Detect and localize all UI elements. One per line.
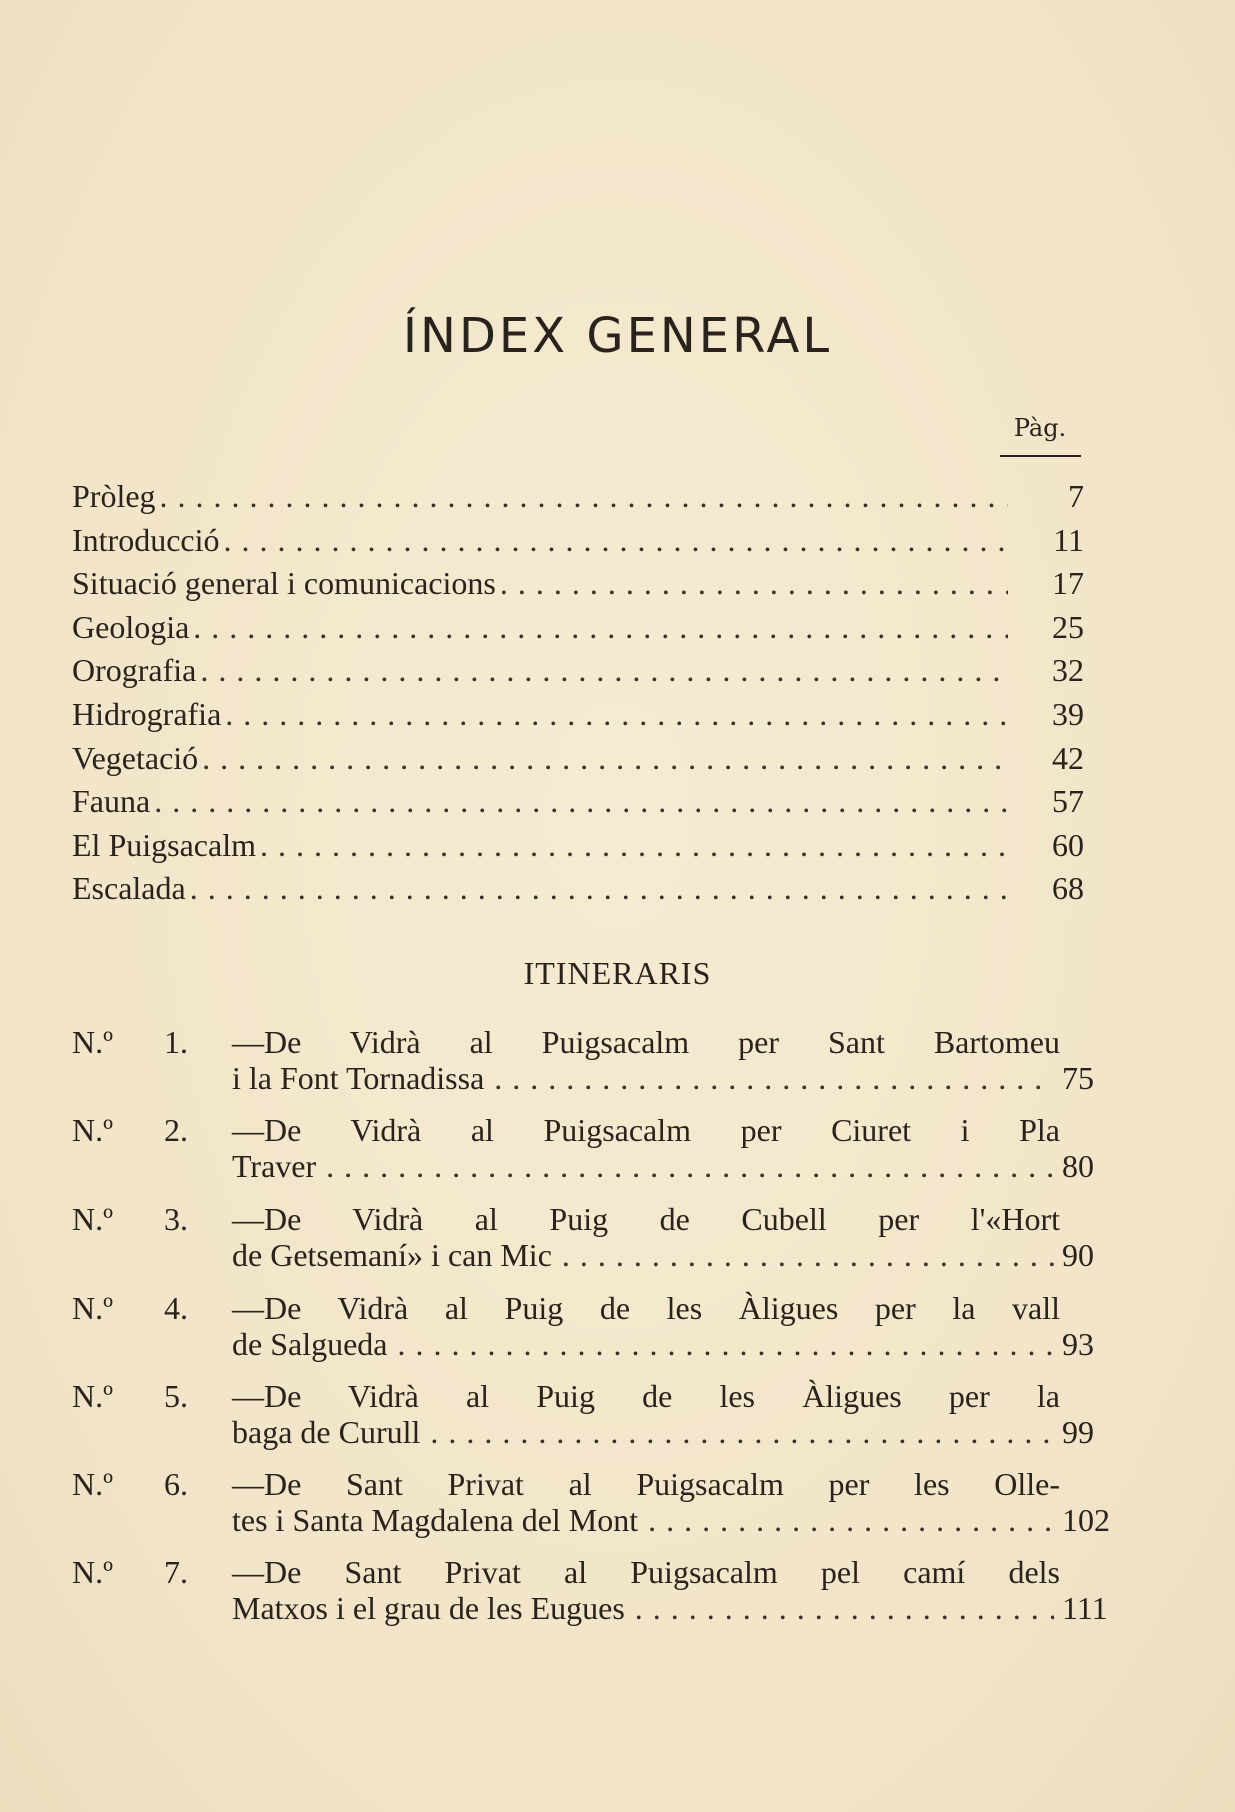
itinerary-index: 3.: [164, 1201, 188, 1237]
toc-entry-introduccio: [72, 518, 1084, 562]
itinerary-entry-5: [72, 1378, 1092, 1450]
dot-leader: [326, 1148, 1054, 1184]
page-column-header: Pàg.: [1013, 414, 1067, 442]
itinerary-title-line2: [232, 1060, 1060, 1096]
itinerary-title-line1: —De Vidrà al Puig de les Àligues per la vall: [232, 1290, 1060, 1326]
dot-leader: [193, 605, 1008, 649]
toc-entry-puigsacalm: [72, 823, 1084, 867]
toc-entry-label: Introducció: [72, 522, 220, 558]
toc-entry-page: 60: [1052, 827, 1084, 863]
dot-leader: [500, 561, 1008, 605]
itinerary-title-line2: [232, 1502, 1060, 1538]
toc-entry-page: 7: [1068, 478, 1084, 514]
itinerary-number-label: N.º: [72, 1466, 114, 1502]
itinerary-entry-6: [72, 1466, 1110, 1538]
itinerary-entry-2: [72, 1112, 1092, 1184]
toc-entry-vegetacio: [72, 736, 1084, 780]
itinerary-number-label: N.º: [72, 1201, 114, 1237]
toc-entry-page: 11: [1053, 522, 1084, 558]
itinerary-title-line2: [232, 1148, 1060, 1184]
dot-leader: [160, 474, 1008, 518]
itinerary-title-line1: —De Vidrà al Puigsacalm per Ciuret i Pla: [232, 1112, 1060, 1148]
itinerary-title-line1: —De Vidrà al Puig de les Àligues per la: [232, 1378, 1060, 1414]
dot-leader: [260, 823, 1008, 867]
itinerary-entry-7: [72, 1554, 1108, 1626]
dot-leader: [562, 1237, 1054, 1273]
itinerary-title-line2-text: tes i Santa Magdalena del Mont: [232, 1502, 639, 1538]
dot-leader: [494, 1060, 1054, 1096]
itinerary-number-label: N.º: [72, 1024, 114, 1060]
itinerary-title-line2-text: Traver: [232, 1148, 317, 1184]
toc-entry-label: Situació general i comunicacions: [72, 565, 496, 601]
itinerary-title-line1: —De Vidrà al Puigsacalm per Sant Bartomeu: [232, 1024, 1060, 1060]
itinerary-title-line2-text: baga de Curull: [232, 1414, 421, 1450]
itinerary-page: 90: [1062, 1237, 1094, 1273]
itinerary-title-line2: [232, 1590, 1060, 1626]
dot-leader: [154, 779, 1008, 823]
toc-entry-page: 17: [1052, 565, 1084, 601]
itinerary-index: 5.: [164, 1378, 188, 1414]
itinerary-page: 80: [1062, 1148, 1094, 1184]
itinerary-title-line2: [232, 1414, 1060, 1450]
toc-entry-page: 25: [1052, 609, 1084, 645]
itineraris-heading: ITINERARIS: [523, 955, 712, 991]
toc-entry-label: Orografia: [72, 652, 197, 688]
itinerary-index: 7.: [164, 1554, 188, 1590]
toc-entry-label: Vegetació: [72, 740, 199, 776]
itinerary-number-label: N.º: [72, 1112, 114, 1148]
toc-entry-orografia: [72, 648, 1084, 692]
dot-leader: [225, 692, 1008, 736]
itinerary-page: 99: [1062, 1414, 1094, 1450]
toc-entry-page: 57: [1052, 783, 1084, 819]
itinerary-page: 75: [1062, 1060, 1094, 1096]
itinerary-entry-3: [72, 1201, 1092, 1273]
page-column-rule: [1000, 455, 1081, 457]
dot-leader: [430, 1414, 1054, 1450]
dot-leader: [190, 866, 1008, 910]
page-title: ÍNDEX GENERAL: [402, 308, 833, 364]
itinerary-page: 93: [1062, 1326, 1094, 1362]
dot-leader: [648, 1502, 1054, 1538]
itinerary-title-line1: —De Vidrà al Puig de Cubell per l'«Hort: [232, 1201, 1060, 1237]
toc-entry-label: Escalada: [72, 870, 186, 906]
toc-entry-geologia: [72, 605, 1084, 649]
toc-entry-label: Geologia: [72, 609, 190, 645]
itinerary-number-label: N.º: [72, 1290, 114, 1326]
itinerary-title-line2-text: de Salgueda: [232, 1326, 388, 1362]
toc-entry-situacio: [72, 561, 1084, 605]
toc-entry-label: El Puigsacalm: [72, 827, 256, 863]
itinerary-title-line1: —De Sant Privat al Puigsacalm per les Olle-: [232, 1466, 1060, 1502]
itinerary-title-line2: [232, 1237, 1060, 1273]
toc-entry-page: 32: [1052, 652, 1084, 688]
dot-leader: [224, 518, 1009, 562]
toc-entry-hidrografia: [72, 692, 1084, 736]
toc-entry-label: Fauna: [72, 783, 151, 819]
itinerary-page: 102: [1062, 1502, 1110, 1538]
itinerary-index: 1.: [164, 1024, 188, 1060]
dot-leader: [635, 1590, 1054, 1626]
itinerary-index: 4.: [164, 1290, 188, 1326]
itinerary-title-line2-text: de Getsemaní» i can Mic: [232, 1237, 552, 1273]
toc-entry-page: 42: [1052, 740, 1084, 776]
itinerary-title-line1: —De Sant Privat al Puigsacalm pel camí dels: [232, 1554, 1060, 1590]
itinerary-index: 6.: [164, 1466, 188, 1502]
itinerary-number-label: N.º: [72, 1378, 114, 1414]
dot-leader: [398, 1326, 1055, 1362]
itinerary-title-line2: [232, 1326, 1060, 1362]
toc-entry-escalada: [72, 866, 1084, 910]
toc-entry-label: Pròleg: [72, 478, 156, 514]
itinerary-index: 2.: [164, 1112, 188, 1148]
toc-entry-page: 39: [1052, 696, 1084, 732]
itinerary-number-label: N.º: [72, 1554, 114, 1590]
toc-entry-fauna: [72, 779, 1084, 823]
dot-leader: [200, 648, 1008, 692]
toc-entry-proleg: [72, 474, 1084, 518]
itinerary-entry-4: [72, 1290, 1092, 1362]
toc-entry-label: Hidrografia: [72, 696, 222, 732]
toc-entry-page: 68: [1052, 870, 1084, 906]
itinerary-title-line2-text: i la Font Tornadissa: [232, 1060, 485, 1096]
itinerary-entry-1: [72, 1024, 1092, 1096]
itinerary-title-line2-text: Matxos i el grau de les Eugues: [232, 1590, 625, 1626]
itinerary-page: 111: [1062, 1590, 1108, 1626]
dot-leader: [202, 736, 1008, 780]
